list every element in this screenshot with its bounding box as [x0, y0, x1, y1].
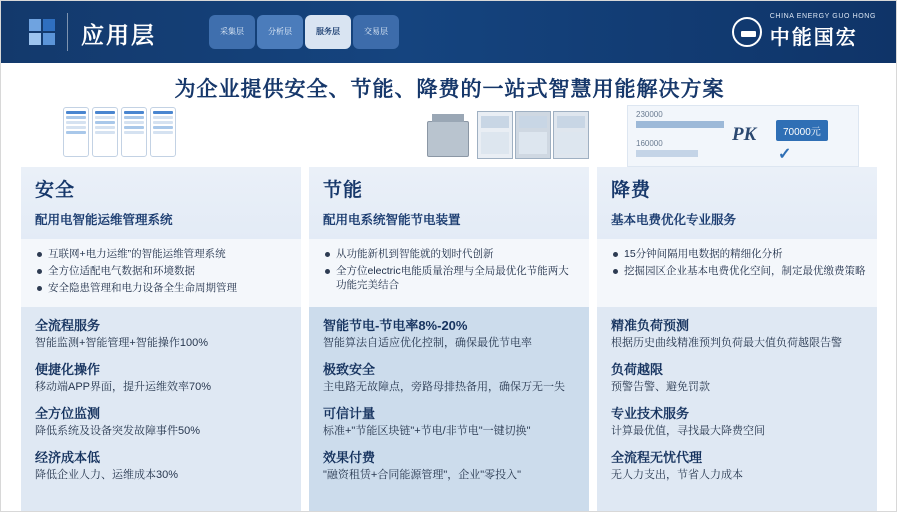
feature-desc: 无人力支出，节省人力成本: [611, 469, 743, 481]
cabinet-icon: [553, 111, 589, 159]
artwork-switchgear: [309, 105, 589, 167]
feature-title: 便捷化操作: [35, 362, 101, 377]
brand-mark-icon: [732, 17, 762, 47]
bullet-text: 15分钟间隔用电数据的精细化分析: [624, 248, 783, 260]
feature-desc: 标准+"节能区块链"+节电/非节电"一键切换": [323, 425, 531, 437]
feature-title: 极致安全: [323, 362, 376, 377]
list-item: [613, 264, 867, 278]
pill-analysis-layer[interactable]: 分析层: [257, 15, 303, 49]
feature-desc: 降低系统及设备突发故障事件50%: [35, 425, 201, 437]
bullet-dot-icon: [37, 286, 42, 291]
cabinet-icon: [477, 111, 513, 159]
bullet-text: 挖掘园区企业基本电费优化空间，制定最优缴费策略: [624, 265, 866, 277]
column-head-security: [21, 167, 301, 239]
list-item: [37, 281, 291, 295]
cabinet-icon: [515, 111, 551, 159]
feature-desc: "融资租赁+合同能源管理"，企业"零投入": [323, 469, 522, 481]
column-energy-saving: [309, 105, 589, 505]
column-title-fee-reduction: 降费: [611, 180, 652, 201]
switchgear-icon: [427, 109, 587, 161]
bullet-dot-icon: [325, 252, 330, 257]
pill-trade-layer[interactable]: 交易层: [353, 15, 399, 49]
column-security: [21, 105, 301, 505]
phone-mockups-icon: [63, 107, 176, 157]
feature-item: [323, 317, 577, 351]
column-fee-reduction: [597, 105, 877, 505]
feature-desc: 根据历史曲线精准预判负荷最大值负荷越限告警: [611, 337, 842, 349]
bullet-dot-icon: [613, 252, 618, 257]
feature-desc: 智能监测+智能管理+智能操作100%: [35, 337, 208, 349]
feature-item: [323, 449, 577, 483]
bullet-dot-icon: [325, 269, 330, 274]
feature-title: 智能节电-节电率8%-20%: [323, 318, 468, 333]
feature-title: 全方位监测: [35, 406, 101, 421]
column-bullets-energy-saving: [309, 239, 589, 307]
bullet-dot-icon: [613, 269, 618, 274]
artwork-pk-compare: [597, 105, 877, 167]
page-title: 为企业提供安全、节能、降费的一站式智慧用能解决方案: [174, 78, 725, 101]
pk-top-bar: [636, 121, 724, 128]
column-title-security: 安全: [35, 180, 76, 201]
list-item: [325, 264, 579, 292]
feature-title: 全流程无忧代理: [611, 450, 703, 465]
pill-collect-layer[interactable]: 采集层: [209, 15, 255, 49]
column-features-energy-saving: [309, 307, 589, 512]
brand-name-cn: 中能国宏: [769, 27, 858, 49]
feature-desc: 智能算法自适应优化控制，确保最优节电率: [323, 337, 532, 349]
feature-desc: 降低企业人力、运维成本30%: [35, 469, 179, 481]
feature-item: [611, 361, 865, 395]
feature-desc: 计算最优值，寻找最大降费空间: [611, 425, 765, 437]
feature-title: 全流程服务: [35, 318, 101, 333]
three-column-layout: [21, 105, 878, 505]
feature-item: [35, 317, 289, 351]
header-bar: [1, 1, 897, 63]
pk-saving-badge: 70000元: [776, 120, 828, 141]
feature-desc: 移动端APP界面，提升运维效率70%: [35, 381, 212, 393]
column-head-fee-reduction: [597, 167, 877, 239]
pk-comparison-chart: [627, 105, 859, 167]
brand-logo: [732, 13, 876, 50]
column-bullets-fee-reduction: [597, 239, 877, 307]
header-title: 应用层: [81, 22, 156, 48]
pill-service-layer[interactable]: 服务层: [305, 15, 351, 49]
column-head-energy-saving: [309, 167, 589, 239]
layer-pill-row: [209, 15, 399, 49]
feature-item: [323, 361, 577, 395]
feature-desc: 预警告警、避免罚款: [611, 381, 710, 393]
bullet-text: 全方位electric电能质量治理与全局最优化节能两大功能完美结合: [336, 265, 569, 291]
feature-item: [611, 449, 865, 483]
feature-title: 效果付费: [323, 450, 376, 465]
feature-item: [611, 405, 865, 439]
feature-item: [35, 449, 289, 483]
transformer-icon: [427, 121, 469, 157]
bullet-dot-icon: [37, 252, 42, 257]
bullet-text: 互联网+电力运维”的智能运维管理系统: [48, 248, 226, 260]
brand-text: [770, 13, 876, 50]
list-item: [37, 264, 291, 278]
list-item: [37, 247, 291, 261]
column-title-energy-saving: 节能: [323, 180, 364, 201]
feature-title: 经济成本低: [35, 450, 101, 465]
pk-label: PK: [732, 124, 757, 145]
feature-item: [35, 405, 289, 439]
column-subtitle-security: 配用电智能运维管理系统: [35, 213, 173, 227]
check-icon: ✓: [778, 146, 792, 163]
feature-title: 专业技术服务: [611, 406, 690, 421]
feature-item: [611, 317, 865, 351]
list-item: [325, 247, 579, 261]
column-subtitle-fee-reduction: 基本电费优化专业服务: [611, 213, 737, 227]
feature-item: [35, 361, 289, 395]
brand-name-en: CHINA ENERGY GUO HONG: [769, 13, 876, 20]
column-subtitle-energy-saving: 配用电系统智能节电装置: [323, 213, 461, 227]
feature-desc: 主电路无故障点，旁路母排热备用，确保万无一失: [323, 381, 565, 393]
bullet-text: 全方位适配电气数据和环境数据: [48, 265, 195, 277]
logo-squares-icon: [29, 19, 55, 45]
bullet-text: 安全隐患管理和电力设备全生命周期管理: [48, 282, 237, 294]
pk-bottom-value: 160000: [636, 139, 663, 148]
feature-title: 精准负荷预测: [611, 318, 690, 333]
feature-title: 负荷越限: [611, 362, 664, 377]
pk-top-value: 230000: [636, 110, 663, 119]
column-features-security: [21, 307, 301, 512]
bullet-dot-icon: [37, 269, 42, 274]
list-item: [613, 247, 867, 261]
feature-item: [323, 405, 577, 439]
header-divider: [67, 13, 68, 51]
pk-bottom-bar: [636, 150, 698, 157]
feature-title: 可信计量: [323, 406, 376, 421]
artwork-phones: [21, 105, 301, 167]
column-features-fee-reduction: [597, 307, 877, 512]
column-bullets-security: [21, 239, 301, 307]
bullet-text: 从功能新机到智能就的划时代创新: [336, 248, 494, 260]
